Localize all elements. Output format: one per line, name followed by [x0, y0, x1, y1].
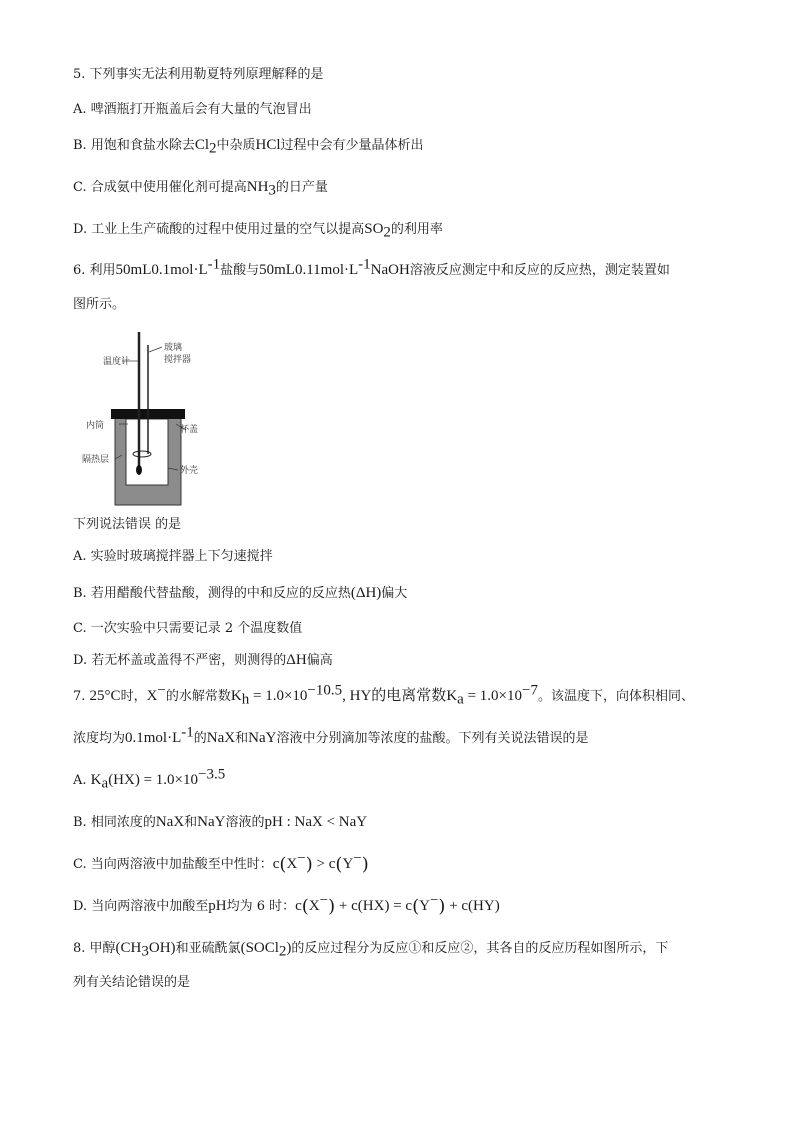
q6-stem: 6. 利用$50mL0.1mol\cdot L^{-1}$盐酸与$50mL0.11mol\cdot L^{-1}NaOH$溶液反应测定中和反应的反应热，测定装置如 — [73, 256, 670, 278]
q7-option-a: A. $K_a(HX) = 1.0\times 10^{-3.5}$ — [73, 766, 226, 792]
q6-option-a: A. 实验时玻璃搅拌器上下匀速搅拌 — [73, 549, 273, 564]
thermometer-bulb — [136, 465, 142, 475]
q6-option-d: D. 若无杯盖或盖得不严密，则测得的ΔH偏高 — [73, 652, 333, 668]
q7-option-b: B. 相同浓度的NaX和NaY溶液的pH : NaX < NaY — [73, 814, 368, 830]
label-stirrer-1: 玻璃 — [164, 343, 183, 353]
q5-option-b: B. 用饱和食盐水除去$Cl_2$中杂质HCl过程中会有少量晶体析出 — [73, 137, 424, 157]
label-inner-cup: 内筒 — [86, 421, 105, 431]
q5-option-d: D. 工业上生产硫酸的过程中使用过量的空气以提高$SO_2$的利用率 — [73, 221, 443, 241]
q6-ask: 下列说法错误 的是 — [73, 517, 182, 532]
q8-stem: 8. 甲醇$(CH_3OH)$和亚硫酰氯(SOCl$_2$)的反应过程分为反应①和反应②，其各自的反应历程如图所示，下 — [73, 940, 669, 960]
q5-option-c: C. 合成氨中使用催化剂可提高$NH_3$的日产量 — [73, 179, 328, 199]
q6-option-b: B. 若用醋酸代替盐酸，测得的中和反应的反应热(ΔH)偏大 — [73, 585, 408, 601]
q5-option-a: A. 啤酒瓶打开瓶盖后会有大量的气泡冒出 — [73, 102, 312, 117]
q6-option-c: C. 一次实验中只需要记录 2 个温度数值 — [73, 621, 303, 636]
q5-stem: 5. 下列事实无法利用勒夏特列原理解释的是 — [73, 67, 324, 82]
q6-stem-line2: 图所示。 — [73, 297, 126, 312]
q7-option-d: D. 当向两溶液中加酸至pH均为 6 时：c(X−) + c(HX) = c(Y−) + c(HY) — [73, 892, 500, 917]
q8-stem-line2: 列有关结论错误的是 — [73, 975, 191, 990]
label-lid: 杯盖 — [180, 425, 199, 435]
q7-option-c: C. 当向两溶液中加盐酸至中性时：c(X−) > c(Y−) — [73, 850, 369, 875]
label-insulation: 隔热层 — [82, 455, 110, 465]
label-shell: 外壳 — [180, 466, 199, 476]
calorimeter-diagram — [82, 320, 222, 510]
q7-stem-line2: 浓度均为$0.1mol\cdot L^{-1}$的NaX和NaY溶液中分别滴加等浓度的盐酸。下列有关说法错误的是 — [73, 724, 589, 746]
q7-stem: 7. 25°C时，X−的水解常数$K_h = 1.0\times 10^{-10.5}$, HY的电离常数$K_a = 1.0\times 10^{-7}$。该温度下，向体积相同、 — [73, 682, 694, 708]
label-thermometer: 温度计 — [103, 357, 131, 367]
label-stirrer-2: 搅拌器 — [164, 355, 192, 365]
